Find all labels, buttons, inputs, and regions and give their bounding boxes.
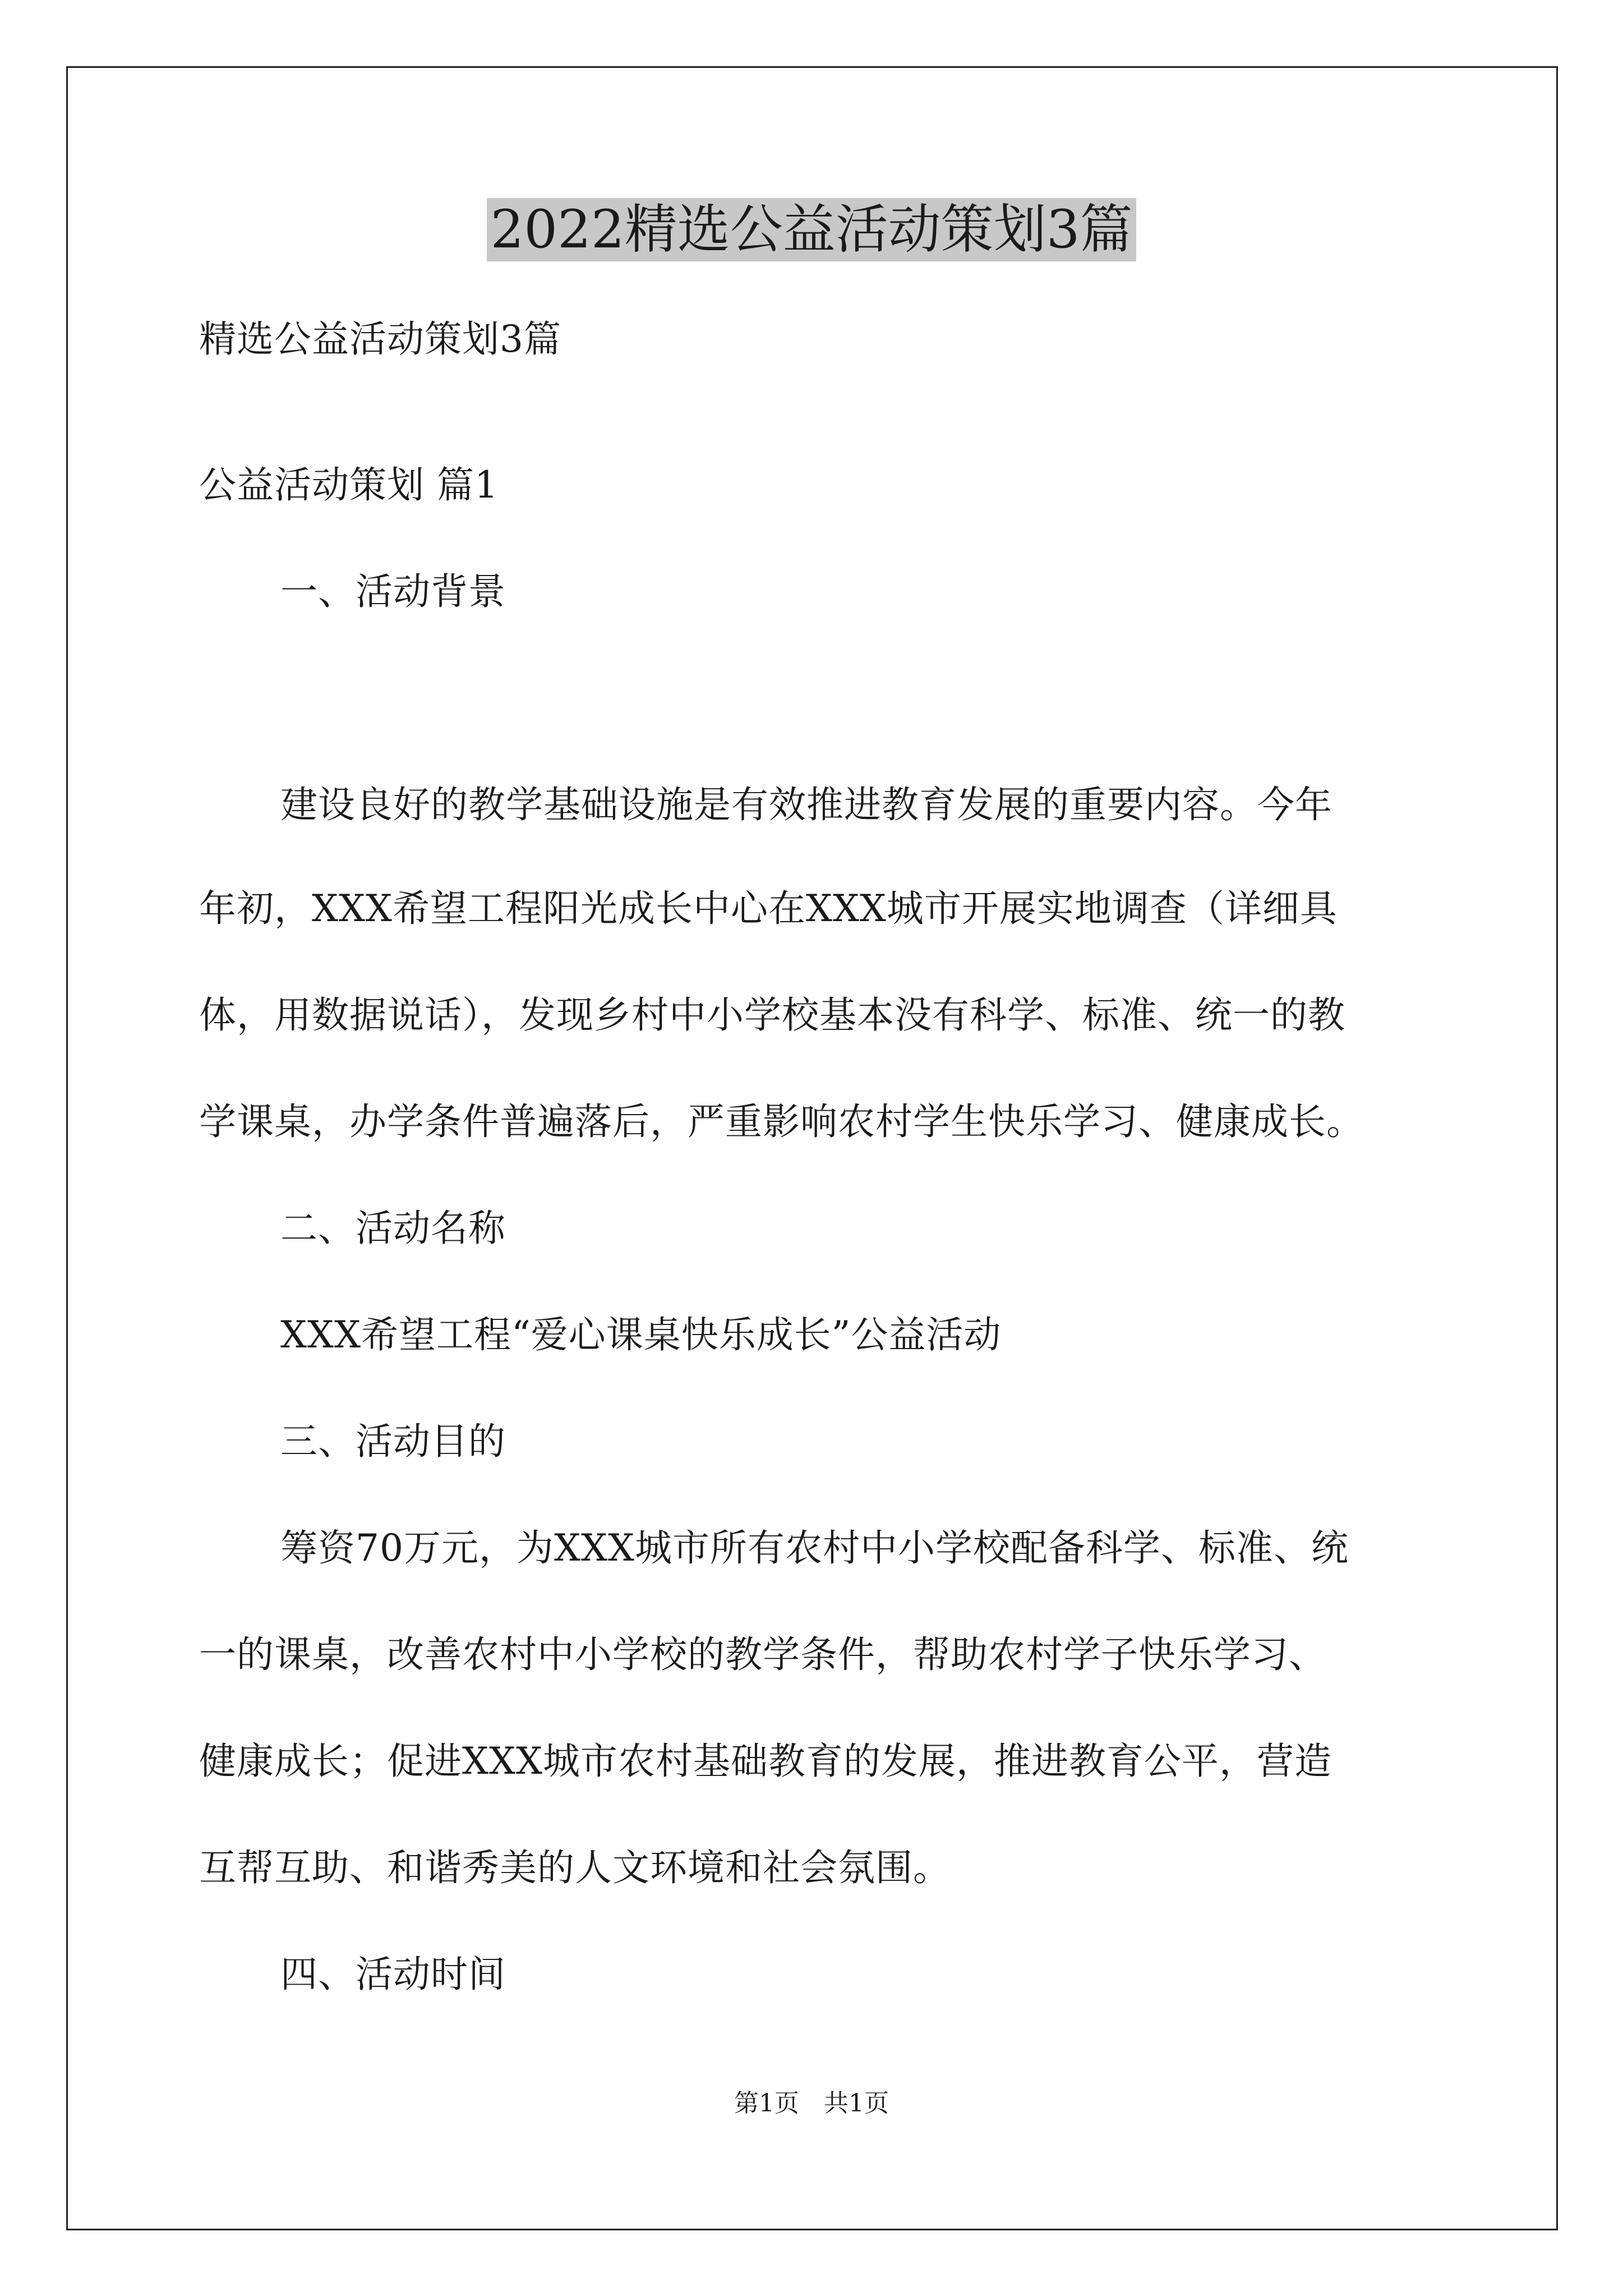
heading-background: 一、活动背景	[280, 570, 506, 613]
paragraph-line: 年初，XXX希望工程阳光成长中心在XXX城市开展实地调查（详细具	[199, 887, 1338, 930]
activity-name-text: XXX希望工程“爱心课桌快乐成长”公益活动	[280, 1313, 1002, 1356]
paragraph-line: 筹资70万元，为XXX城市所有农村中小学校配备科学、标准、统	[280, 1526, 1349, 1570]
heading-activity-name: 二、活动名称	[280, 1207, 506, 1250]
paragraph-line: 建设良好的教学基础设施是有效推进教育发展的重要内容。今年	[280, 783, 1332, 826]
heading-activity-purpose: 三、活动目的	[280, 1420, 506, 1463]
paragraph-line: 一的课桌，改善农村中小学校的教学条件，帮助农村学子快乐学习、	[199, 1633, 1326, 1676]
paragraph-line: 健康成长；促进XXX城市农村基础教育的发展，推进教育公平，营造	[199, 1740, 1332, 1783]
paragraph-line: 互帮互助、和谐秀美的人文环境和社会氛围。	[199, 1846, 951, 1889]
heading-activity-time: 四、活动时间	[280, 1953, 506, 1996]
paragraph-line: 体，用数据说话），发现乡村中小学校基本没有科学、标准、统一的教	[199, 993, 1345, 1037]
page-footer: 第1页 共1页	[734, 2089, 889, 2118]
section-heading: 公益活动策划 篇1	[199, 463, 499, 507]
page-border	[66, 66, 1558, 2230]
document-title: 2022精选公益活动策划3篇	[0, 194, 1623, 266]
document-subtitle: 精选公益活动策划3篇	[199, 318, 561, 361]
paragraph-line: 学课桌，办学条件普遍落后，严重影响农村学生快乐学习、健康成长。	[199, 1100, 1364, 1143]
